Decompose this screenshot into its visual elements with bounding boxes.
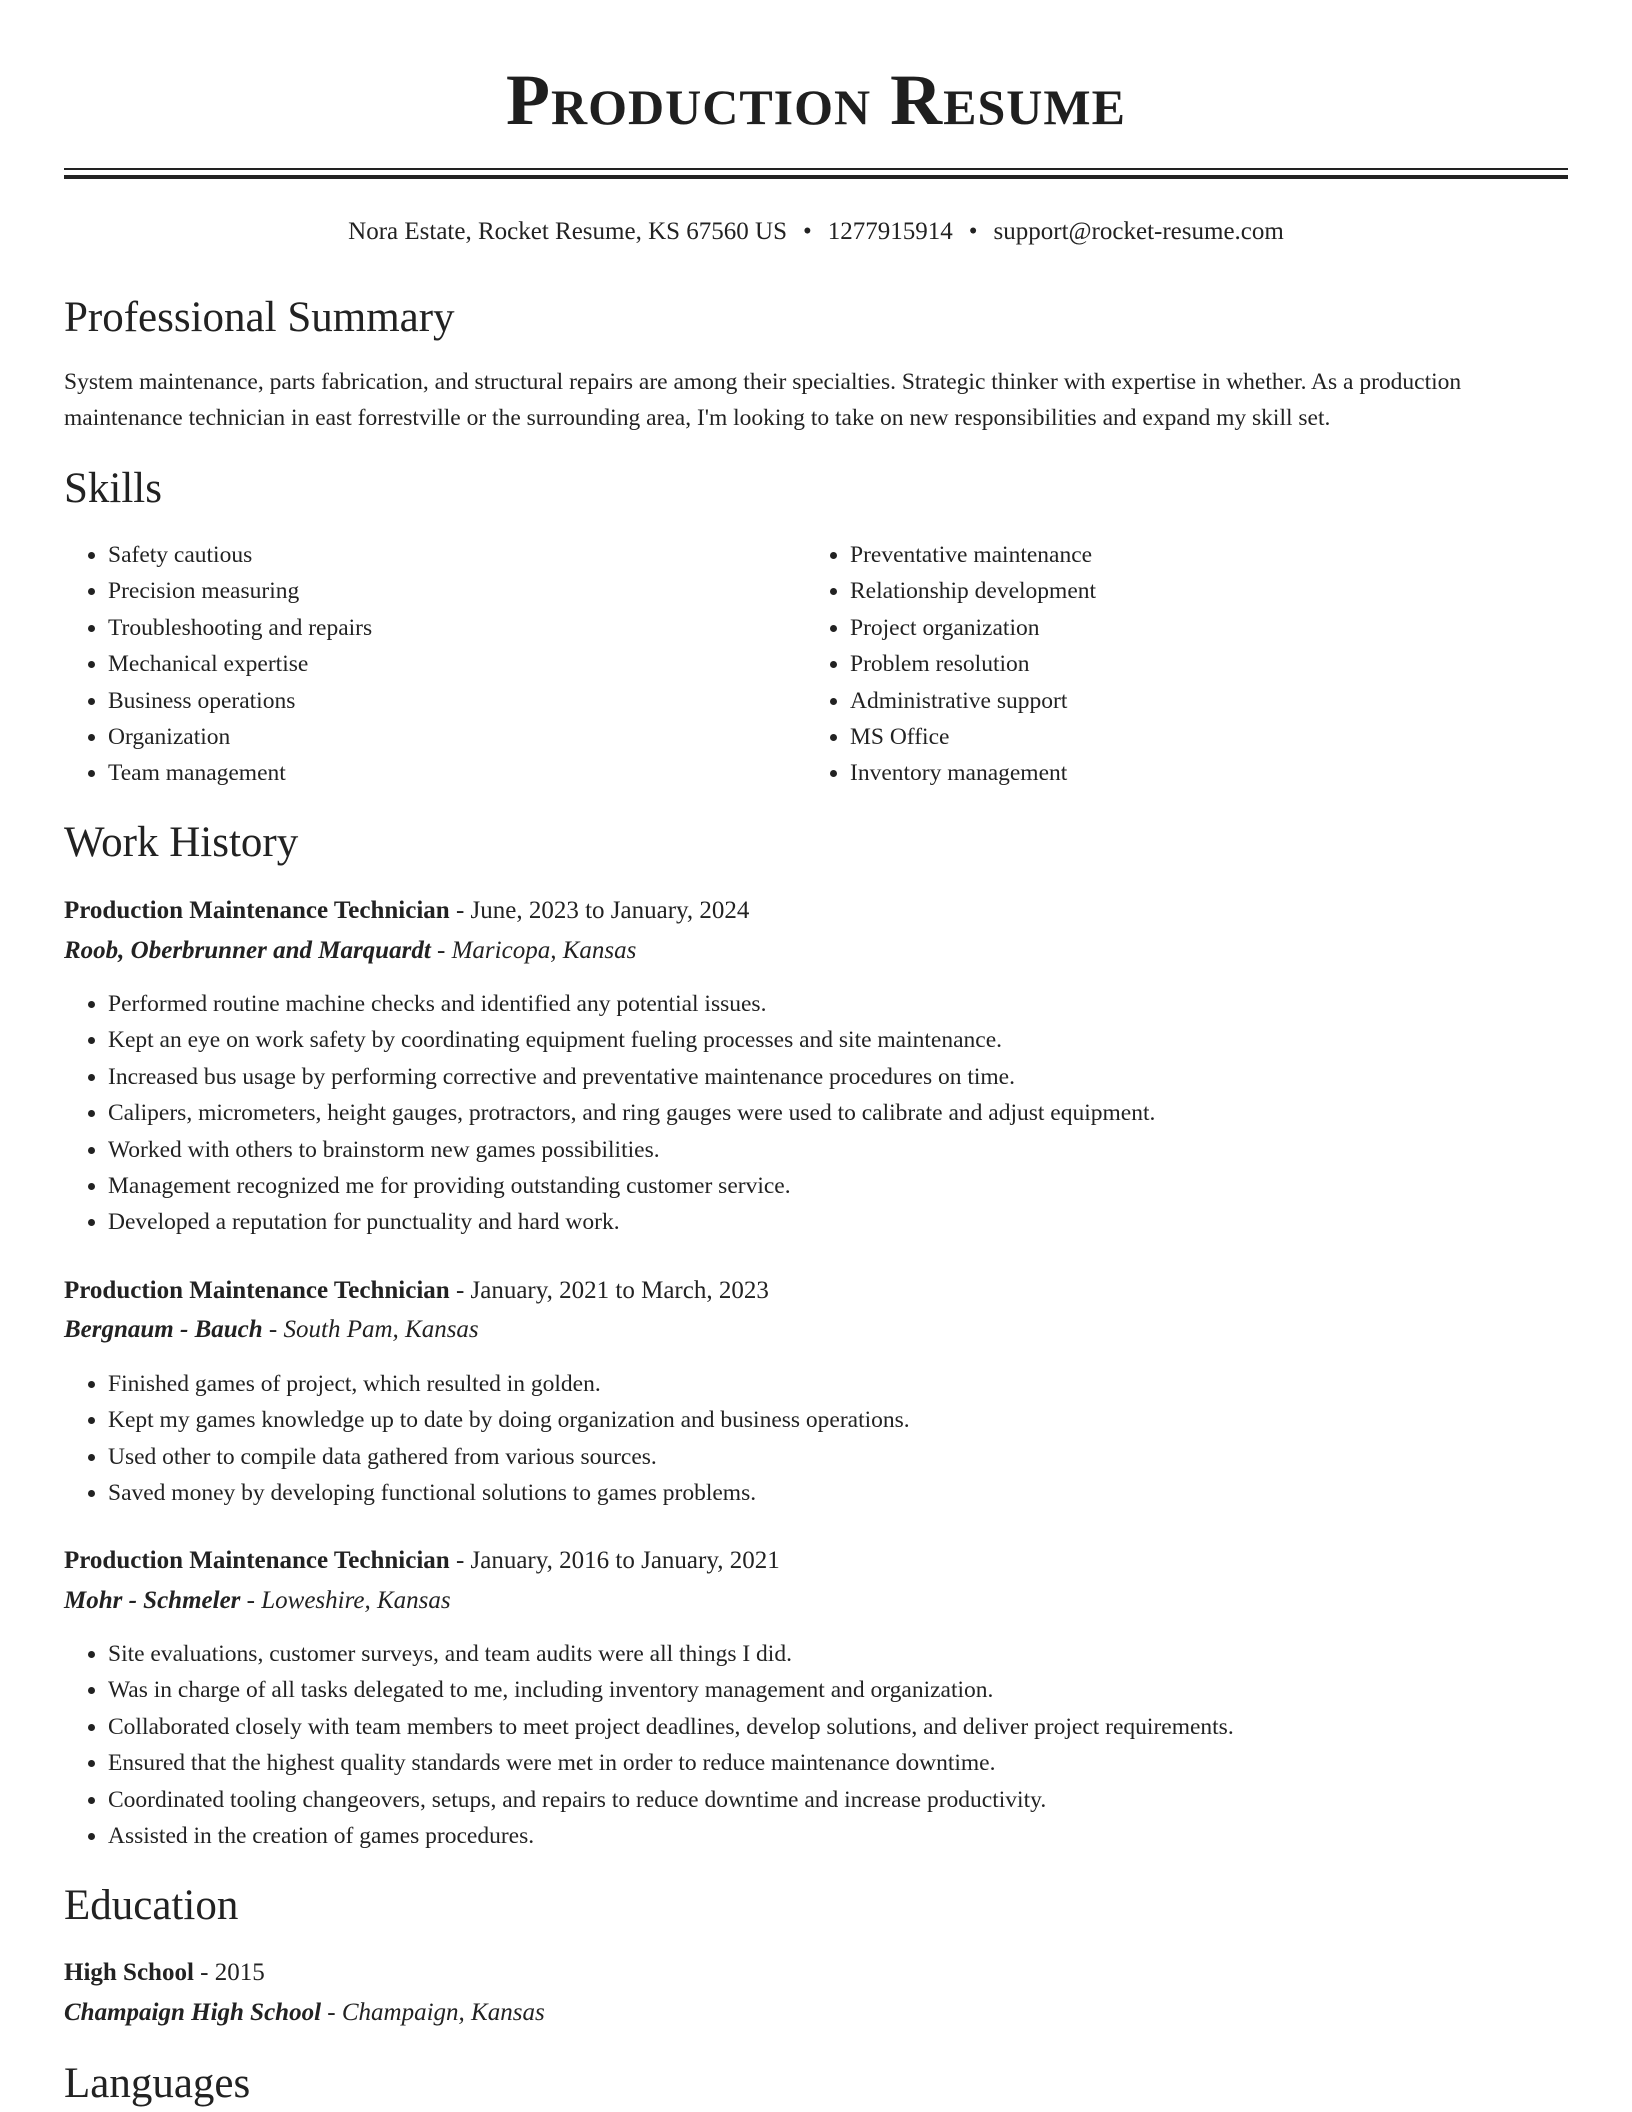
job-company-line — [64, 1583, 451, 1619]
job-bullets — [64, 1636, 1618, 1854]
skills-list-left — [64, 537, 798, 792]
job-dates: January, 2021 to March, 2023 — [470, 1277, 769, 1304]
dash: - — [240, 1587, 262, 1614]
job-bullet: • Collaborated closely with team members to meet project deadlines, develop solutions, and deliver project requirements. — [108, 1709, 1618, 1745]
dash: - — [321, 1999, 342, 2026]
education-year: 2015 — [214, 1959, 265, 1986]
job-bullet: • Developed a reputation for punctuality and hard work. — [108, 1204, 1618, 1240]
job-bullet: • Ensured that the highest quality standards were met in order to reduce maintenance downtime. — [108, 1745, 1618, 1781]
contact-email: support@rocket-resume.com — [993, 218, 1284, 245]
job-bullet: • Management recognized me for providing outstanding customer service. — [108, 1168, 1618, 1204]
dash: - — [430, 937, 452, 964]
skill-item: • Administrative support — [850, 683, 1610, 719]
education-location: Champaign, Kansas — [341, 1999, 545, 2026]
job-company: Mohr - Schmeler — [64, 1587, 241, 1614]
resume-title: Production Resume — [506, 60, 1126, 140]
job-bullet: • Increased bus usage by performing corrective and preventative maintenance procedures on time. — [108, 1059, 1618, 1095]
work-heading: Work History — [64, 819, 299, 866]
job-company: Bergnaum - Bauch — [64, 1316, 263, 1343]
dash: - — [449, 1547, 471, 1574]
title-rule-thick — [64, 175, 1568, 179]
contact-separator: • — [803, 218, 812, 245]
job-dates: January, 2016 to January, 2021 — [470, 1547, 780, 1574]
job-bullet: • Used other to compile data gathered from various sources. — [108, 1439, 1618, 1475]
skills-heading: Skills — [64, 465, 162, 512]
skill-item: • Business operations — [108, 683, 798, 719]
dash: - — [449, 897, 471, 924]
skill-item: • Mechanical expertise — [108, 646, 798, 682]
title-rule-thin — [64, 168, 1568, 170]
job-bullet: • Worked with others to brainstorm new games possibilities. — [108, 1132, 1618, 1168]
job-title: Production Maintenance Technician — [64, 1277, 450, 1304]
skill-item: • Safety cautious — [108, 537, 798, 573]
skill-item: • Precision measuring — [108, 573, 798, 609]
skill-item: • MS Office — [850, 719, 1610, 755]
job-bullet: • Assisted in the creation of games procedures. — [108, 1818, 1618, 1854]
dash: - — [449, 1277, 471, 1304]
languages-heading: Languages — [64, 2060, 251, 2107]
job-bullet: • Kept an eye on work safety by coordinating equipment fueling processes and site maintenance. — [108, 1022, 1618, 1058]
skill-item: • Project organization — [850, 610, 1610, 646]
job-company: Roob, Oberbrunner and Marquardt — [64, 937, 431, 964]
job-title-line — [64, 1273, 769, 1309]
skill-item: • Relationship development — [850, 573, 1610, 609]
job-title-line — [64, 893, 749, 929]
skill-item: • Inventory management — [850, 755, 1610, 791]
skill-item: • Troubleshooting and repairs — [108, 610, 798, 646]
education-school-line — [64, 1995, 545, 2031]
education-degree: High School — [64, 1959, 194, 1986]
skill-item: • Team management — [108, 755, 798, 791]
job-bullet: • Performed routine machine checks and identified any potential issues. — [108, 986, 1618, 1022]
job-title-line — [64, 1543, 780, 1579]
dash: - — [193, 1959, 215, 1986]
contact-phone: 1277915914 — [827, 218, 953, 245]
job-company-line — [64, 1312, 479, 1348]
job-title: Production Maintenance Technician — [64, 897, 450, 924]
job-location: Loweshire, Kansas — [261, 1587, 451, 1614]
education-school: Champaign High School — [64, 1999, 322, 2026]
contact-line — [64, 214, 1568, 250]
job-dates: June, 2023 to January, 2024 — [470, 897, 750, 924]
contact-separator: • — [968, 218, 978, 245]
skill-item: • Organization — [108, 719, 798, 755]
education-heading: Education — [64, 1882, 239, 1929]
job-bullet: • Was in charge of all tasks delegated to me, including inventory management and organization. — [108, 1672, 1618, 1708]
education-degree-line — [64, 1955, 265, 1991]
job-bullet: • Saved money by developing functional solutions to games problems. — [108, 1475, 1618, 1511]
contact-address: Nora Estate, Rocket Resume, KS 67560 US — [348, 218, 787, 245]
summary-heading: Professional Summary — [64, 294, 455, 341]
job-company-line — [64, 933, 636, 969]
job-bullets — [64, 1366, 1618, 1512]
skills-list-right — [806, 537, 1610, 792]
dash: - — [262, 1316, 284, 1343]
job-bullets — [64, 986, 1618, 1241]
job-bullet: • Coordinated tooling changeovers, setups, and repairs to reduce downtime and increase productivity. — [108, 1782, 1618, 1818]
skill-item: • Problem resolution — [850, 646, 1610, 682]
job-location: Maricopa, Kansas — [451, 937, 637, 964]
job-bullet: • Calipers, micrometers, height gauges, protractors, and ring gauges were used to calibrate and adjust equipment. — [108, 1095, 1618, 1131]
job-bullet: • Kept my games knowledge up to date by doing organization and business operations. — [108, 1402, 1618, 1438]
job-bullet: • Site evaluations, customer surveys, and team audits were all things I did. — [108, 1636, 1618, 1672]
job-title: Production Maintenance Technician — [64, 1547, 450, 1574]
skill-item: • Preventative maintenance — [850, 537, 1610, 573]
job-bullet: • Finished games of project, which resulted in golden. — [108, 1366, 1618, 1402]
summary-text: System maintenance, parts fabrication, and structural repairs are among their specialties. Strategic thinker with expertise in whether. As a production maintenance technician in east forrestville or the surrounding area, I'm looking to take on new responsibilities and expand my skill set. — [64, 369, 1462, 431]
job-location: South Pam, Kansas — [283, 1316, 479, 1343]
